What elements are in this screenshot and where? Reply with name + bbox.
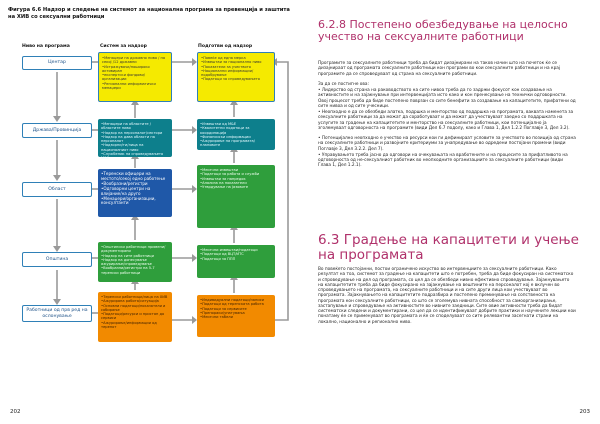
list-item: • Регионални информатички менаџери <box>102 82 168 91</box>
list-item: • Податоци од ВЦТ/ИТС <box>200 252 272 256</box>
list-item: • Месечни табели <box>200 315 272 319</box>
level-frontline-workers: Работници од прв ред на ослонување <box>22 305 92 322</box>
list-item: • Надзор на дава области на персоналот <box>101 135 169 144</box>
paragraph: • Управувањето треба јасно да одговори на очекувањата на вработените и на процесите за прифатливото на одговорноста од не-сексуалниот работник во неопходните организациите за сексуалните работници (види Глава 1, Дел 1.2.1). <box>318 152 568 169</box>
output-box-district <box>197 165 275 228</box>
output-box-municipality <box>197 245 275 278</box>
section-body-6-3 <box>318 267 576 330</box>
list-item: • Национални информации/подобрување <box>201 69 271 78</box>
list-item: • Утврдување на јазовите <box>200 185 272 189</box>
paragraph: • Неопходно е да се обезбеди алатка, подршка и менторство од поддршка на програмата, ваквата наменета за сексуалните работници за да можат да соработуваат и да можат да учествуваат заедно со поддршката на услугите за градење на капацитетите и менторство на сексуалните работници, кои потенцијално ја зголемуваат одговорноста на програмите (види Дел 6.7 подолу, како и Глава 1, Дел 1.2.2 Поглавје 3, Дел 3.2). <box>318 110 574 131</box>
list-item: • експертски фондови/организации <box>102 73 168 82</box>
level-state-province: Држава/Провинција <box>22 123 92 138</box>
column-header-level: Ниво на програма <box>22 44 70 49</box>
list-item: • Податоци за ППП <box>200 257 272 261</box>
list-item: • Извештаи за национално ниво <box>201 60 271 64</box>
list-item: • Теренски работници/лица на ХИВ <box>101 295 169 299</box>
output-box-frontline <box>197 295 275 337</box>
figure-title: Фигура 6.6 Надзор и следење на системот за национална програма за превенција и заштита на ХИВ со сексуални работници <box>8 7 290 20</box>
monitoring-box-frontline <box>98 292 172 342</box>
monitoring-box-municipality <box>98 242 172 282</box>
list-item: • Податоци од теренската работа <box>200 302 272 306</box>
list-item: • Менаџери/организации, консултанти <box>101 197 169 207</box>
list-item: • Повеќе од една мерка <box>201 56 271 60</box>
list-item: • Ажурирана работа/ситуација <box>101 299 169 303</box>
level-municipality: Општина <box>22 252 92 267</box>
list-item: • Ажурирање на програмата/плановите <box>200 139 272 148</box>
paragraph: За да се постигне ова: <box>318 81 369 87</box>
list-item: • Менаџери на областите / областите ниво <box>101 122 169 131</box>
list-item: • Менаџери на државно ниво / на секој /12 државни <box>102 56 168 65</box>
list-item: • Податоци за работа и служби <box>200 172 272 176</box>
list-item: • Надзор на донесување ажурирање/спроведување <box>101 258 169 267</box>
column-header-outputs: Подготви од надзор <box>198 44 253 49</box>
list-item: • Податоци за сервисите <box>200 307 272 311</box>
list-item: • Одговорни центри на влијание/на друго <box>101 187 169 197</box>
list-item: • Ажурирање/информации од теренот <box>101 321 169 330</box>
page-number-left: 202 <box>10 409 21 415</box>
list-item: • Анализа на показатели <box>200 181 272 185</box>
paragraph: Во повеќето постојанни, постои ограничено искуство во интервенциите за сексуалните работници. Како резултат на тоа, системот за градење на капацитети што е потребен, треба да биде фокусиран на систематско и спроведување на дел од програмата, со цел да се обезбеди нивно ефективно спроведување. Зајакнувањето на капацитетите треба да биде фокусирано на зајакнување на вештините на персоналот кој е вклучен во спроведувањето на програмата, на сексуалните работници и на сите други лица кои учествуваат во програмата. Зајакнувањето на капацитетите подразбира и постепено преминување на сопственоста на програмата кон сексуалните работници, со што се зголемува нивната способност за самоорганизирање, застапување и спроведување на активностите во нивните заедници. Сите овие активности треба да бидат систематски следени и документирани, со цел да се идентификуваат добрите практики и научените лекции кои понатаму ќе се применуваат во програмата и ќе се споделуваат со сите релевантни засегнати страни на локално, национално и регионално ниво. <box>318 267 576 325</box>
page-number-right: 203 <box>579 409 590 415</box>
output-box-center <box>197 52 275 102</box>
list-item: • Службеник на спроведувањето М&Е <box>101 152 169 161</box>
paragraph: • Потенцијално неопходно е учество на ресурси кои ги дефинираат условите за учеството во позиција од страна на сексуалните работници и развојните критериуми за унапредување во одредени постојани промени (види Поглавје 3, Дел 3.2.2. Дел 7). <box>318 136 576 152</box>
monitoring-box-state <box>98 119 172 161</box>
output-box-state <box>197 119 275 150</box>
list-item: • Месечни извештаи <box>200 168 272 172</box>
list-item: • Препораки/упатувања <box>200 311 272 315</box>
section-heading-6-2-8: 6.2.8 Постепено обезбедување на целосно учество на сексуалните работници <box>318 18 568 43</box>
section-body-6-2-8 <box>318 61 576 174</box>
list-item: • Општински работници примени/документирани <box>101 245 169 254</box>
paragraph: • Лидерство од страна на раководството на сите нивоа треба да го задржи фокусот кон создавање на активностите и на зајакнување при интервенцијата исто како и кон пренесување на технички одговорности. Овој процесот треба да биде постепено поврзан со сите бенефити за создавање на капацитетите, прифатени од сите нивоа и од сите учесници. <box>318 88 576 109</box>
list-item: • Основни податоци/показатели и собирање <box>101 304 169 313</box>
monitoring-box-center <box>98 52 172 102</box>
list-item: • Месечни извештаи/податоци <box>200 248 272 252</box>
list-item: • Извештаи од М&Е <box>200 122 272 126</box>
level-center: Центар <box>22 56 92 70</box>
level-district: Област <box>22 182 92 197</box>
list-item: • Надзор на сите работници <box>101 254 169 258</box>
list-item: • Квалитетни податоци за координација <box>200 126 272 135</box>
list-item: • Показатели за учеството <box>201 65 271 69</box>
section-heading-6-3: 6.3 Градење на капацитети и учење на програмата <box>318 232 579 263</box>
list-item: • Вообразни/регистри <box>101 182 169 187</box>
column-header-monitoring: Систем за надзор <box>100 44 147 49</box>
list-item: • Надзорни/ти/лица на националниот ниво <box>101 143 169 152</box>
list-item: • Индивидуални податоци/записи <box>200 298 272 302</box>
list-item: • Финансиски информации <box>200 135 272 139</box>
list-item: • Вообразни/регистри на 5-7 теренски работници <box>101 266 169 275</box>
list-item: • Теренски офицери на местото/секој едно работење <box>101 172 169 182</box>
list-item: • Податоци/ресурси и пристап до сервиси <box>101 312 169 321</box>
monitoring-box-district <box>98 169 172 217</box>
paragraph: Програмите за сексуалните работници треба да бидат дизајнирани на таков начин што на почеток ќе се дизајнираат од програмата сексуалните работници кон програми во кои сексуалните работници и на крај програмите да се спроведуваат од страна на сексуалните работници. <box>318 61 561 77</box>
right-page <box>300 0 600 424</box>
list-item: • Надзор на персоналот/сектори <box>101 131 169 135</box>
list-item: • Извештаи за напредок <box>200 177 272 181</box>
list-item: • Податоци за спроведувањето <box>201 77 271 81</box>
list-item: • Истражувачи/пошироко активиран <box>102 65 168 74</box>
